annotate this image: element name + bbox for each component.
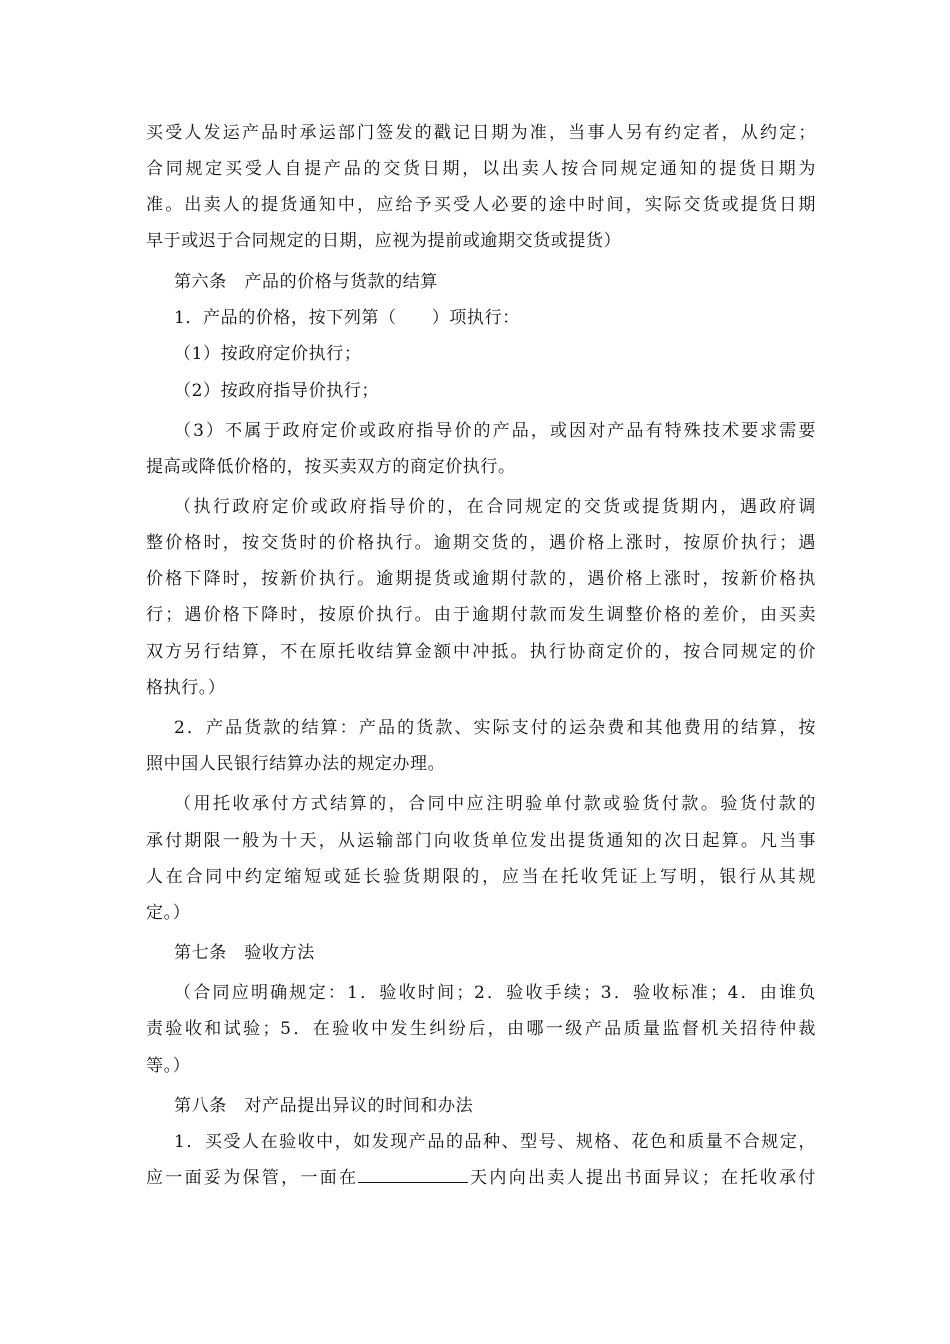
paragraph-line: 责验收和试验；5．在验收中发生纠纷后，由哪一级产品质量监督机关招待仲裁 [146,1019,816,1039]
paragraph-line: 承付期限一般为十天，从运输部门向收货单位发出提货通知的次日起算。凡当事 [146,831,816,851]
paragraph-line: 照中国人民银行结算办法的规定办理。 [146,754,446,774]
article-heading-8: 第八条 对产品提出异议的时间和办法 [174,1096,474,1116]
list-item: （3）不属于政府定价或政府指导价的产品，或因对产品有特殊技术要求需要 [174,421,816,441]
paragraph-line: （合同应明确规定：1．验收时间；2．验收手续；3．验收标准；4．由谁负 [174,983,816,1003]
paragraph-line: 整价格时，按交货时的价格执行。逾期交货的，遇价格上涨时，按原价执行；遇 [146,533,816,553]
paragraph-line: 价格下降时，按新价执行。逾期提货或逾期付款的，遇价格上涨时，按新价格执 [146,569,816,589]
paragraph-line: 合同规定买受人自提产品的交货日期，以出卖人按合同规定通知的提货日期为 [146,159,816,179]
paragraph-line: 定。） [146,903,191,923]
paragraph-line: 等。） [146,1056,191,1076]
text-after-blank: 天内向出卖人提出书面异议；在托收承付 [468,1168,816,1188]
paragraph-line: 提高或降低价格的，按买卖双方的商定价执行。 [146,457,516,477]
list-item: （2）按政府指导价执行； [174,381,380,401]
paragraph-line: 2．产品货款的结算：产品的货款、实际支付的运杂费和其他费用的结算，按 [174,718,816,738]
paragraph-line: 1．买受人在验收中，如发现产品的品种、型号、规格、花色和质量不合规定， [174,1132,816,1152]
paragraph-line: （用托收承付方式结算的，合同中应注明验单付款或验货付款。验货付款的 [174,794,816,814]
paragraph-line: （执行政府定价或政府指导价的，在合同规定的交货或提货期内，遇政府调 [174,497,816,517]
text-before-blank: 应一面妥为保管，一面在 [146,1168,359,1188]
paragraph-line: 准。出卖人的提货通知中，应给予买受人必要的途中时间，实际交货或提货日期 [146,195,816,215]
paragraph-line: 1．产品的价格，按下列第（ ）项执行： [174,308,520,328]
paragraph-line: 格执行。） [146,678,226,698]
paragraph-line: 行；遇价格下降时，按原价执行。由于逾期付款而发生调整价格的差价，由买卖 [146,605,816,625]
paragraph-line: 人在合同中约定缩短或延长验货期限的，应当在托收凭证上写明，银行从其规 [146,867,816,887]
paragraph-line: 早于或迟于合同规定的日期，应视为提前或逾期交货或提货） [146,231,622,251]
paragraph-line-with-blank [146,1162,816,1194]
article-heading-6: 第六条 产品的价格与货款的结算 [174,272,438,292]
article-heading-7: 第七条 验收方法 [174,943,315,963]
list-item: （1）按政府定价执行； [174,344,362,364]
fill-in-blank [358,1164,468,1183]
paragraph-line: 买受人发运产品时承运部门签发的戳记日期为准，当事人另有约定者，从约定； [146,123,816,143]
paragraph-line: 双方另行结算，不在原托收结算金额中冲抵。执行协商定价的，按合同规定的价 [146,642,816,662]
